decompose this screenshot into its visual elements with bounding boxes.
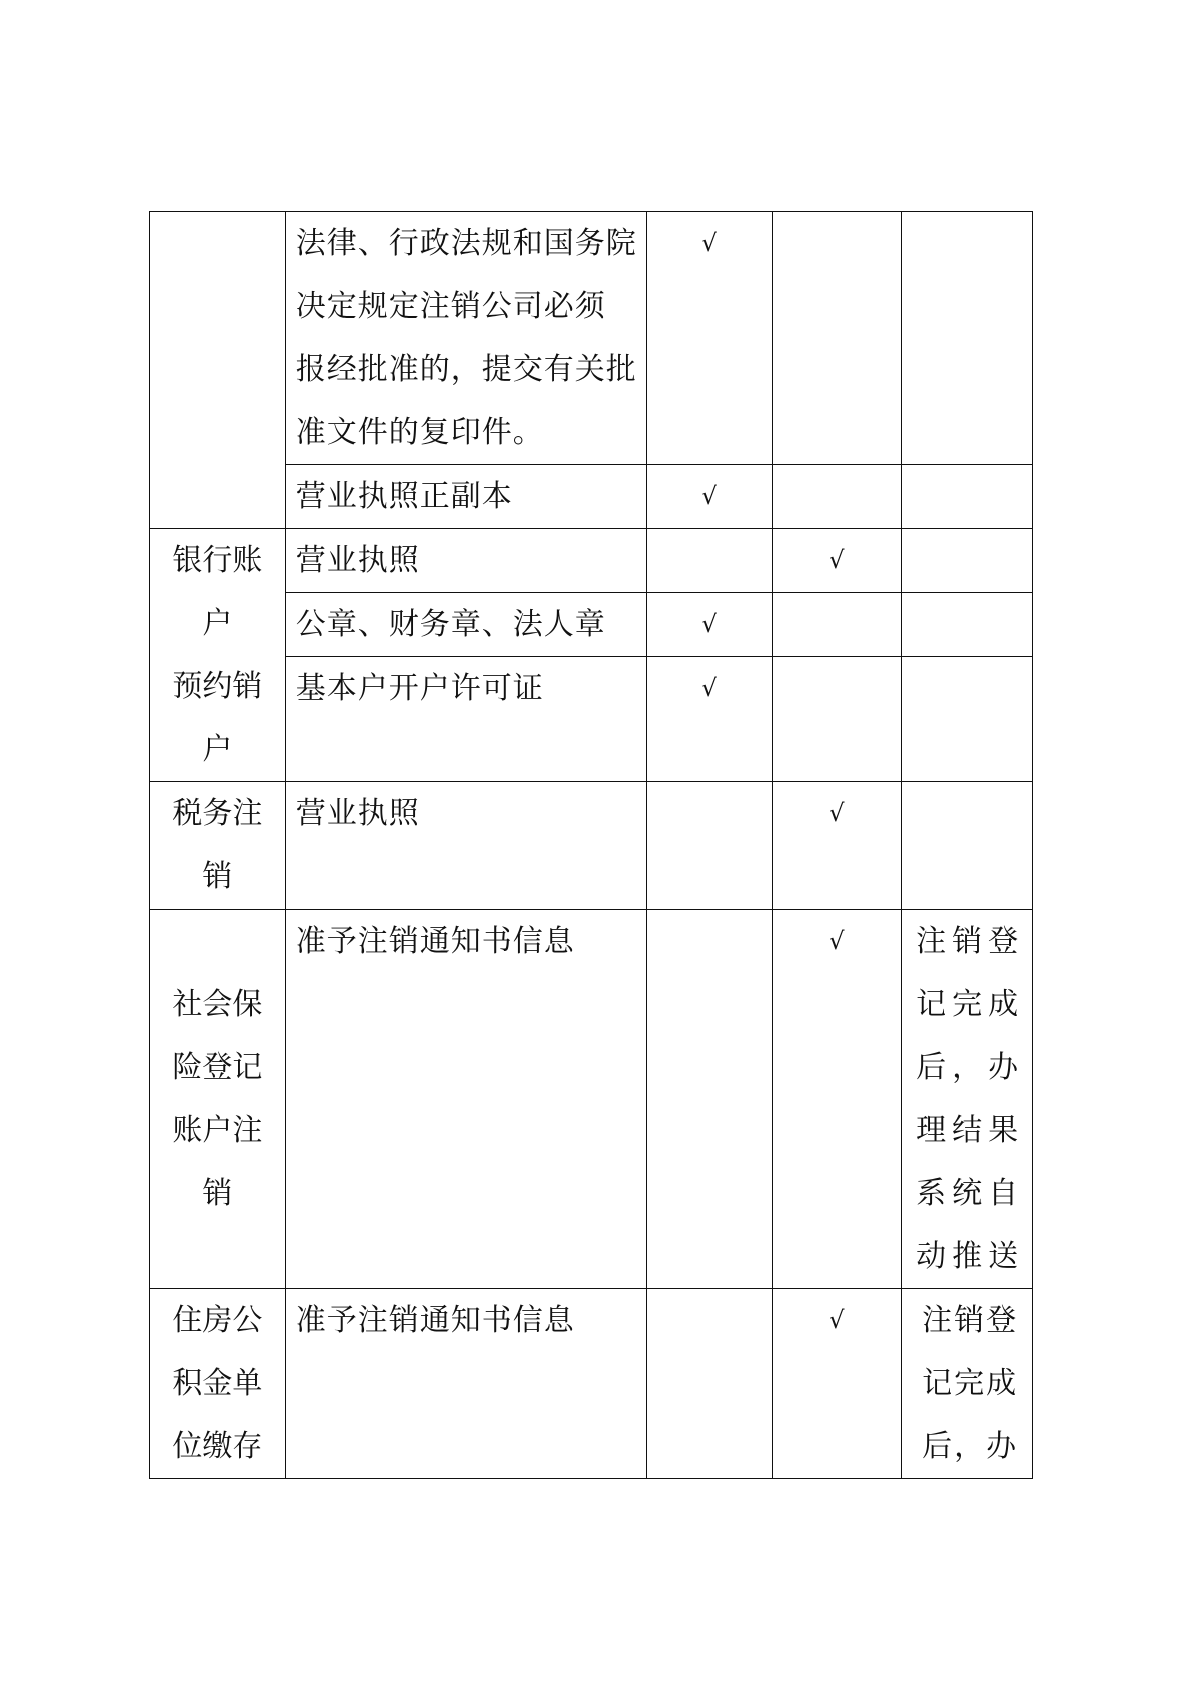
check-cell xyxy=(646,657,772,782)
category-cell-tax: 税务注 销 xyxy=(150,782,286,910)
note-cell xyxy=(902,657,1033,782)
category-cell-social: 社会保 险登记 账户注 销 xyxy=(150,910,286,1289)
material-cell: 营业执照 xyxy=(285,529,646,593)
check-cell xyxy=(772,465,902,529)
check-cell xyxy=(772,910,902,1289)
check-cell xyxy=(772,1289,902,1479)
table-row xyxy=(150,1289,1033,1479)
material-cell: 法律、行政法规和国务院 决定规定注销公司必须 报经批准的，提交有关批 准文件的复印件。 xyxy=(285,212,646,465)
check-cell xyxy=(646,782,772,910)
check-cell xyxy=(772,782,902,910)
material-cell: 营业执照正副本 xyxy=(285,465,646,529)
check-mark: √ xyxy=(829,799,845,827)
check-cell xyxy=(646,1289,772,1479)
check-cell xyxy=(772,212,902,465)
material-cell: 营业执照 xyxy=(285,782,646,910)
check-mark: √ xyxy=(829,927,845,955)
category-cell-housing: 住房公 积金单 位缴存 xyxy=(150,1289,286,1479)
note-cell xyxy=(902,529,1033,593)
check-cell xyxy=(646,593,772,657)
category-cell-bank: 银行账 户 预约销 户 xyxy=(150,529,286,782)
category-cell-empty xyxy=(150,212,286,529)
note-cell: 注销登 记完成 后，办 理结果 系统自 动推送 xyxy=(902,910,1033,1289)
table-row xyxy=(150,782,1033,910)
table-row xyxy=(150,212,1033,465)
material-cell: 准予注销通知书信息 xyxy=(285,1289,646,1479)
note-cell xyxy=(902,465,1033,529)
check-mark: √ xyxy=(829,1306,845,1334)
note-cell xyxy=(902,782,1033,910)
material-cell: 公章、财务章、法人章 xyxy=(285,593,646,657)
material-cell: 基本户开户许可证 xyxy=(285,657,646,782)
check-cell xyxy=(772,657,902,782)
check-cell xyxy=(646,465,772,529)
table-row xyxy=(150,529,1033,593)
table-row xyxy=(150,910,1033,1289)
check-mark: √ xyxy=(701,482,717,510)
check-cell xyxy=(646,910,772,1289)
check-cell xyxy=(772,593,902,657)
check-mark: √ xyxy=(701,610,717,638)
check-mark: √ xyxy=(701,229,717,257)
note-cell xyxy=(902,212,1033,465)
check-cell xyxy=(646,529,772,593)
check-mark: √ xyxy=(829,546,845,574)
check-mark: √ xyxy=(701,674,717,702)
material-cell: 准予注销通知书信息 xyxy=(285,910,646,1289)
materials-table xyxy=(149,211,1033,1479)
check-cell xyxy=(646,212,772,465)
note-cell xyxy=(902,593,1033,657)
note-cell: 注销登 记完成 后，办 xyxy=(902,1289,1033,1479)
check-cell xyxy=(772,529,902,593)
